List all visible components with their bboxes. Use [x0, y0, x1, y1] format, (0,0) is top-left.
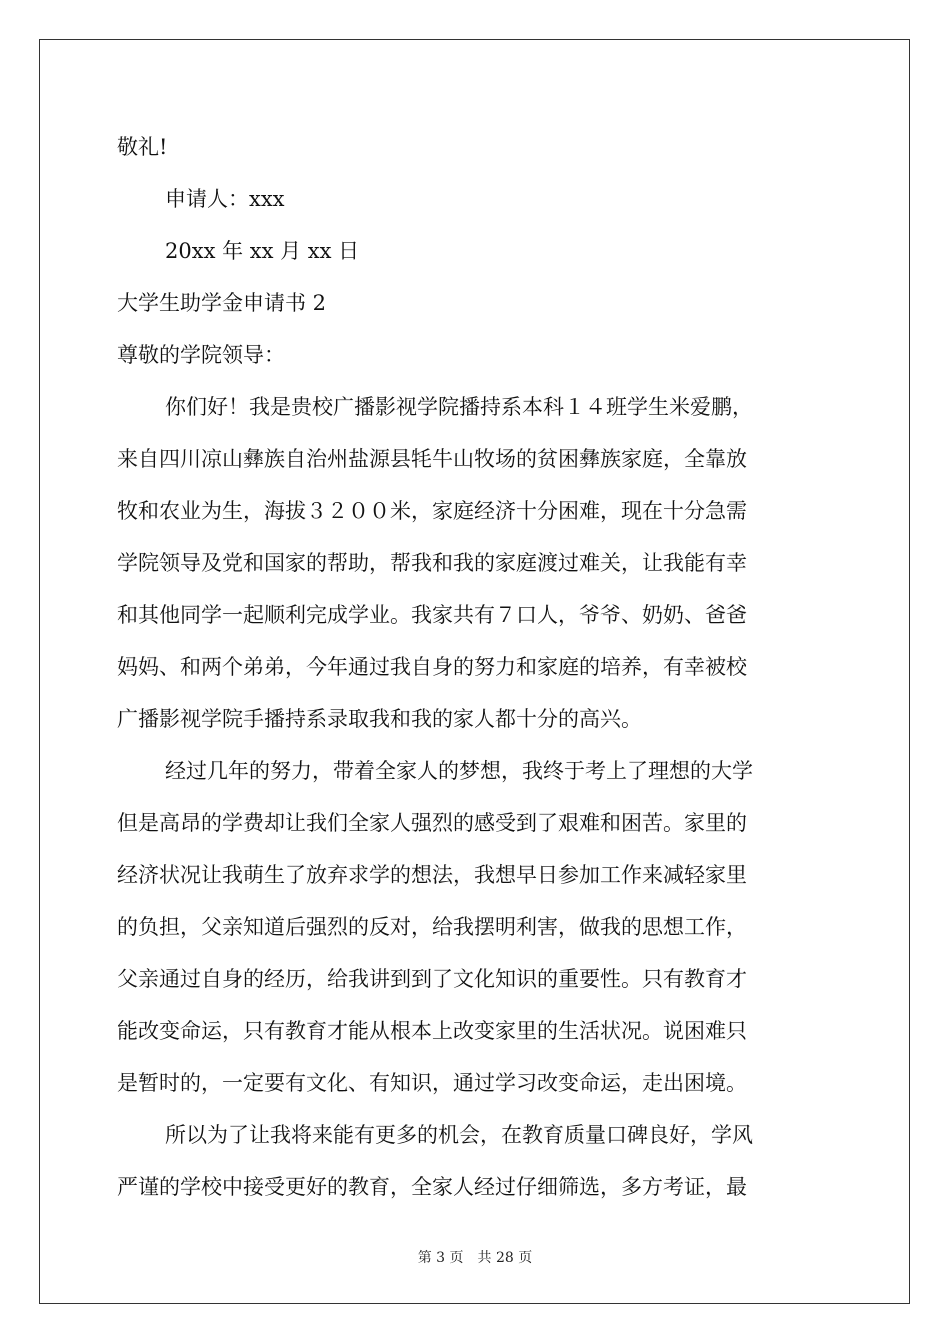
paragraph-line: 父亲通过自身的经历，给我讲到到了文化知识的重要性。只有教育才: [117, 967, 747, 991]
letter-greeting: 尊敬的学院领导：: [117, 343, 285, 367]
paragraph-line: 妈妈、和两个弟弟，今年通过我自身的努力和家庭的培养，有幸被校: [117, 655, 747, 679]
paragraph-line: 是暂时的，一定要有文化、有知识，通过学习改变命运，走出困境。: [117, 1071, 747, 1095]
paragraph-line: 和其他同学一起顺利完成学业。我家共有７口人，爷爷、奶奶、爸爸: [117, 603, 747, 627]
closing-salutation: 敬礼!: [117, 135, 168, 159]
letter-title: 大学生助学金申请书 2: [117, 291, 327, 315]
paragraph-line: 牧和农业为生，海拔３２００米，家庭经济十分困难，现在十分急需: [117, 499, 747, 523]
applicant-signature: 申请人：xxx: [165, 187, 285, 211]
paragraph-line: 你们好！我是贵校广播影视学院播持系本科１４班学生米爱鹏，: [165, 395, 753, 419]
paragraph-line: 学院领导及党和国家的帮助，帮我和我的家庭渡过难关，让我能有幸: [117, 551, 747, 575]
paragraph-line: 能改变命运，只有教育才能从根本上改变家里的生活状况。说困难只: [117, 1019, 747, 1043]
page-number-footer: 第 3 页 共 28 页: [417, 1250, 533, 1266]
paragraph-line: 经过几年的努力，带着全家人的梦想，我终于考上了理想的大学: [165, 759, 753, 783]
paragraph-line: 的负担，父亲知道后强烈的反对，给我摆明利害，做我的思想工作，: [117, 915, 747, 939]
paragraph-3: [117, 1116, 837, 1206]
paragraph-line: 严谨的学校中接受更好的教育，全家人经过仔细筛选，多方考证，最: [117, 1175, 747, 1199]
paragraph-line: 经济状况让我萌生了放弃求学的想法，我想早日参加工作来减轻家里: [117, 863, 747, 887]
paragraph-line: 来自四川凉山彝族自治州盐源县牦牛山牧场的贫困彝族家庭，全靠放: [117, 447, 747, 471]
paragraph-line: 所以为了让我将来能有更多的机会，在教育质量口碑良好，学风: [165, 1123, 753, 1147]
paragraph-1: [117, 388, 837, 738]
paragraph-line: 但是高昂的学费却让我们全家人强烈的感受到了艰难和困苦。家里的: [117, 811, 747, 835]
paragraph-line: 广播影视学院手播持系录取我和我的家人都十分的高兴。: [117, 707, 642, 731]
paragraph-2: [117, 752, 837, 1102]
document-body: [117, 128, 837, 1220]
signature-date: 20xx 年 xx 月 xx 日: [165, 239, 360, 263]
